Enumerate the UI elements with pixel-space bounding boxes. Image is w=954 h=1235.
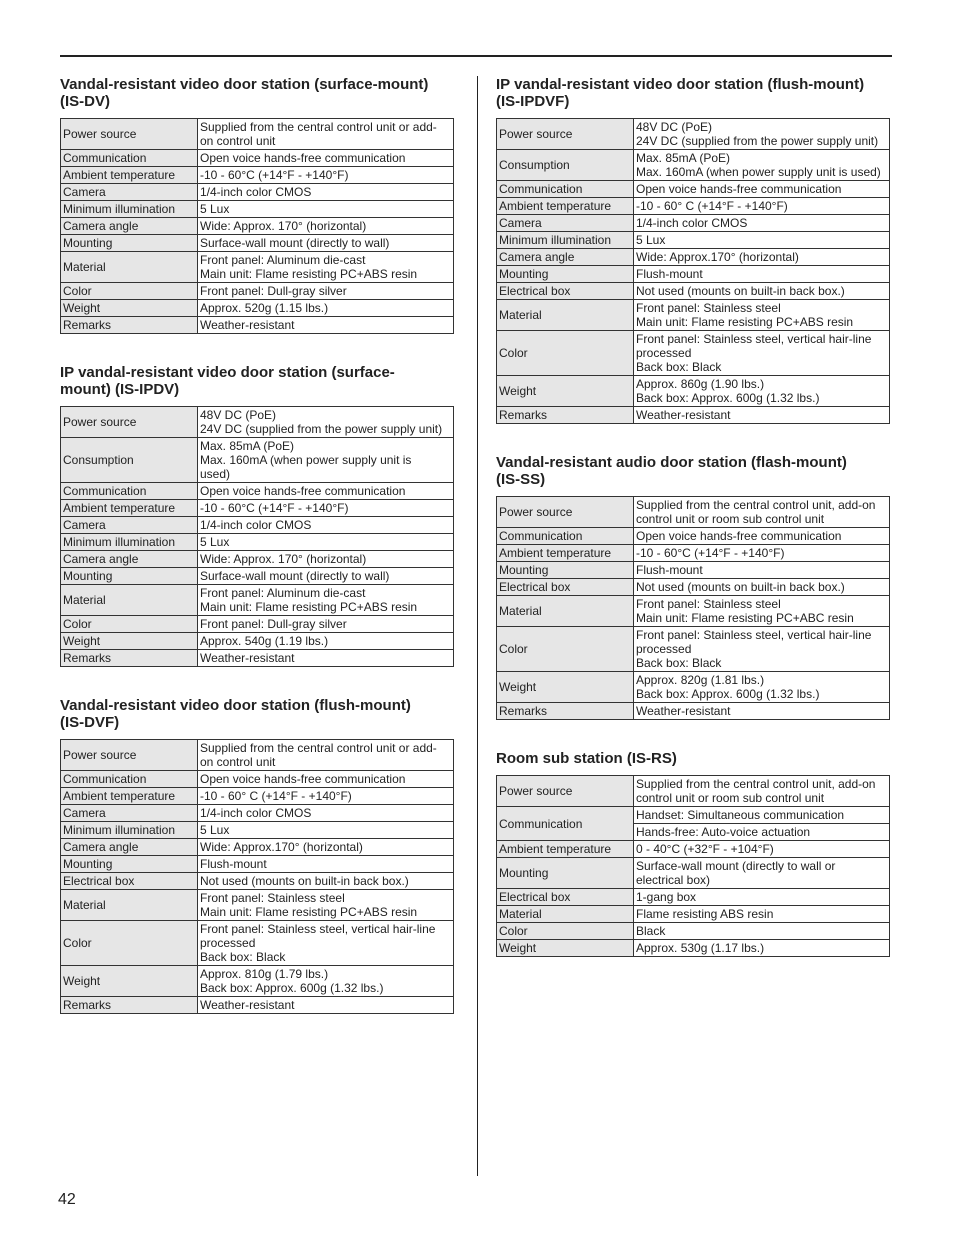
section-title: Room sub station (IS-RS) (496, 750, 677, 767)
spec-label-camera: Camera (497, 215, 634, 232)
spec-value: Flame resisting ABS resin (634, 906, 890, 923)
spec-value: Flush-mount (634, 266, 890, 283)
spec-label-minimum-illumination: Minimum illumination (497, 232, 634, 249)
spec-value: 5 Lux (634, 232, 890, 249)
left-column (60, 76, 456, 1044)
spec-table (60, 739, 454, 1014)
spec-table (496, 118, 890, 424)
spec-value: 5 Lux (198, 201, 454, 218)
table-row (61, 201, 454, 218)
spec-label-remarks: Remarks (61, 317, 198, 334)
table-row (497, 198, 890, 215)
spec-label-minimum-illumination: Minimum illumination (61, 534, 198, 551)
spec-label-weight: Weight (497, 376, 634, 407)
spec-value: Weather-resistant (634, 703, 890, 720)
spec-value: Handset: Simultaneous communication (634, 807, 890, 824)
section-title: Vandal-resistant audio door station (flash-mount) (IS-SS) (496, 454, 847, 488)
spec-value: 5 Lux (198, 822, 454, 839)
spec-value: Hands-free: Auto-voice actuation (634, 824, 890, 841)
spec-label-communication: Communication (497, 807, 634, 841)
spec-label-color: Color (497, 627, 634, 672)
spec-value: Front panel: Stainless steel Main unit: Flame resisting PC+ABS resin (198, 890, 454, 921)
spec-label-remarks: Remarks (61, 650, 198, 667)
table-row (61, 585, 454, 616)
right-column (496, 76, 892, 987)
table-row (497, 232, 890, 249)
spec-table (60, 406, 454, 667)
spec-table (496, 496, 890, 720)
table-row (497, 858, 890, 889)
table-row (497, 579, 890, 596)
table-row (61, 184, 454, 201)
spec-label-material: Material (497, 596, 634, 627)
table-row (497, 562, 890, 579)
spec-value: Front panel: Aluminum die-cast Main unit: Flame resisting PC+ABS resin (198, 585, 454, 616)
table-row (61, 805, 454, 822)
table-row (497, 889, 890, 906)
spec-value: Front panel: Stainless steel Main unit: Flame resisting PC+ABS resin (634, 300, 890, 331)
spec-value: Front panel: Stainless steel, vertical hair-line processed Back box: Black (198, 921, 454, 966)
spec-label-weight: Weight (497, 940, 634, 957)
spec-value: Weather-resistant (198, 997, 454, 1014)
table-row (61, 633, 454, 650)
spec-label-electrical-box: Electrical box (497, 283, 634, 300)
table-row (61, 740, 454, 771)
spec-value: Wide: Approx.170° (horizontal) (198, 839, 454, 856)
spec-value: Front panel: Stainless steel Main unit: Flame resisting PC+ABC resin (634, 596, 890, 627)
spec-label-power-source: Power source (497, 119, 634, 150)
spec-value: 48V DC (PoE) 24V DC (supplied from the power supply unit) (198, 407, 454, 438)
table-row (61, 252, 454, 283)
spec-label-mounting: Mounting (61, 568, 198, 585)
spec-value: -10 - 60°C (+14°F - +140°F) (198, 500, 454, 517)
spec-value: Front panel: Dull-gray silver (198, 616, 454, 633)
table-row (61, 150, 454, 167)
spec-section (60, 76, 456, 334)
spec-label-camera: Camera (61, 184, 198, 201)
spec-label-communication: Communication (497, 181, 634, 198)
spec-label-remarks: Remarks (61, 997, 198, 1014)
table-row (497, 215, 890, 232)
table-row (61, 822, 454, 839)
spec-label-consumption: Consumption (61, 438, 198, 483)
spec-value: Wide: Approx. 170° (horizontal) (198, 551, 454, 568)
table-row (497, 545, 890, 562)
spec-label-camera-angle: Camera angle (61, 218, 198, 235)
spec-value: Approx. 540g (1.19 lbs.) (198, 633, 454, 650)
spec-value: Not used (mounts on built-in back box.) (634, 579, 890, 596)
table-row (61, 500, 454, 517)
spec-value: -10 - 60° C (+14°F - +140°F) (634, 198, 890, 215)
spec-value: Open voice hands-free communication (198, 483, 454, 500)
spec-label-color: Color (497, 331, 634, 376)
spec-value: Approx. 820g (1.81 lbs.) Back box: Approx. 600g (1.32 lbs.) (634, 672, 890, 703)
table-row (61, 568, 454, 585)
spec-value: 1/4-inch color CMOS (198, 517, 454, 534)
spec-section (496, 76, 892, 424)
spec-label-power-source: Power source (497, 776, 634, 807)
table-row (61, 218, 454, 235)
table-row (61, 839, 454, 856)
spec-value: 1/4-inch color CMOS (634, 215, 890, 232)
spec-label-camera: Camera (61, 517, 198, 534)
table-row (497, 627, 890, 672)
spec-value: Surface-wall mount (directly to wall) (198, 568, 454, 585)
table-row (497, 807, 890, 824)
spec-value: Front panel: Stainless steel, vertical hair-line processed Back box: Black (634, 627, 890, 672)
table-row (61, 438, 454, 483)
spec-label-electrical-box: Electrical box (497, 579, 634, 596)
spec-value: Open voice hands-free communication (634, 181, 890, 198)
table-row (497, 528, 890, 545)
table-row (497, 672, 890, 703)
spec-value: Flush-mount (198, 856, 454, 873)
top-rule (60, 55, 892, 57)
table-row (61, 551, 454, 568)
table-row (497, 497, 890, 528)
table-row (497, 940, 890, 957)
spec-label-ambient-temperature: Ambient temperature (61, 500, 198, 517)
table-row (61, 771, 454, 788)
table-row (61, 119, 454, 150)
table-row (497, 249, 890, 266)
spec-label-weight: Weight (497, 672, 634, 703)
spec-value: 0 - 40°C (+32°F - +104°F) (634, 841, 890, 858)
table-row (497, 407, 890, 424)
spec-value: Wide: Approx. 170° (horizontal) (198, 218, 454, 235)
table-row (61, 534, 454, 551)
spec-value: Weather-resistant (198, 317, 454, 334)
spec-label-mounting: Mounting (61, 235, 198, 252)
spec-label-weight: Weight (61, 966, 198, 997)
spec-label-camera-angle: Camera angle (61, 839, 198, 856)
table-row (61, 890, 454, 921)
spec-value: 1/4-inch color CMOS (198, 184, 454, 201)
section-title: Vandal-resistant video door station (flush-mount) (IS-DVF) (60, 697, 411, 731)
spec-value: Surface-wall mount (directly to wall) (198, 235, 454, 252)
spec-value: -10 - 60° C (+14°F - +140°F) (198, 788, 454, 805)
table-row (61, 856, 454, 873)
spec-label-ambient-temperature: Ambient temperature (61, 788, 198, 805)
spec-label-electrical-box: Electrical box (61, 873, 198, 890)
spec-label-material: Material (61, 252, 198, 283)
table-row (61, 966, 454, 997)
table-row (61, 483, 454, 500)
spec-label-communication: Communication (61, 150, 198, 167)
spec-value: 1/4-inch color CMOS (198, 805, 454, 822)
table-row (61, 283, 454, 300)
spec-label-ambient-temperature: Ambient temperature (497, 198, 634, 215)
table-row (61, 921, 454, 966)
table-row (61, 873, 454, 890)
spec-label-camera-angle: Camera angle (61, 551, 198, 568)
spec-value: Weather-resistant (634, 407, 890, 424)
spec-value: 48V DC (PoE) 24V DC (supplied from the power supply unit) (634, 119, 890, 150)
spec-label-ambient-temperature: Ambient temperature (497, 545, 634, 562)
spec-label-minimum-illumination: Minimum illumination (61, 822, 198, 839)
spec-label-camera-angle: Camera angle (497, 249, 634, 266)
spec-value: Not used (mounts on built-in back box.) (634, 283, 890, 300)
spec-section (496, 454, 892, 720)
spec-label-material: Material (497, 906, 634, 923)
spec-table (60, 118, 454, 334)
spec-value: Front panel: Aluminum die-cast Main unit: Flame resisting PC+ABS resin (198, 252, 454, 283)
spec-label-material: Material (61, 890, 198, 921)
table-row (61, 167, 454, 184)
spec-label-material: Material (61, 585, 198, 616)
spec-section (496, 750, 892, 957)
spec-label-camera: Camera (61, 805, 198, 822)
table-row (497, 776, 890, 807)
spec-label-color: Color (61, 283, 198, 300)
spec-label-power-source: Power source (61, 407, 198, 438)
section-title: Vandal-resistant video door station (surface-mount) (IS-DV) (60, 76, 429, 110)
column-divider (477, 76, 478, 1176)
table-row (497, 300, 890, 331)
spec-label-communication: Communication (61, 483, 198, 500)
spec-value: Weather-resistant (198, 650, 454, 667)
spec-label-remarks: Remarks (497, 407, 634, 424)
spec-label-electrical-box: Electrical box (497, 889, 634, 906)
spec-value: Approx. 520g (1.15 lbs.) (198, 300, 454, 317)
table-row (61, 650, 454, 667)
spec-value: Front panel: Stainless steel, vertical hair-line processed Back box: Black (634, 331, 890, 376)
spec-value: Open voice hands-free communication (198, 150, 454, 167)
spec-value: Wide: Approx.170° (horizontal) (634, 249, 890, 266)
spec-label-weight: Weight (61, 633, 198, 650)
table-row (61, 788, 454, 805)
table-row (497, 266, 890, 283)
spec-label-communication: Communication (61, 771, 198, 788)
spec-section (60, 364, 456, 667)
spec-label-ambient-temperature: Ambient temperature (497, 841, 634, 858)
table-row (497, 119, 890, 150)
spec-value: Approx. 810g (1.79 lbs.) Back box: Approx. 600g (1.32 lbs.) (198, 966, 454, 997)
spec-label-color: Color (497, 923, 634, 940)
table-row (61, 517, 454, 534)
spec-table (496, 775, 890, 957)
table-row (497, 596, 890, 627)
spec-label-weight: Weight (61, 300, 198, 317)
table-row (497, 331, 890, 376)
table-row (497, 923, 890, 940)
spec-value: 1-gang box (634, 889, 890, 906)
table-row (497, 703, 890, 720)
spec-value: Supplied from the central control unit or add- on control unit (198, 119, 454, 150)
spec-label-mounting: Mounting (61, 856, 198, 873)
spec-value: Black (634, 923, 890, 940)
spec-value: -10 - 60°C (+14°F - +140°F) (634, 545, 890, 562)
page-number: 42 (58, 1191, 76, 1208)
spec-value: Supplied from the central control unit, add-on control unit or room sub control unit (634, 776, 890, 807)
spec-value: Front panel: Dull-gray silver (198, 283, 454, 300)
table-row (61, 235, 454, 252)
spec-label-power-source: Power source (61, 740, 198, 771)
spec-label-mounting: Mounting (497, 562, 634, 579)
spec-label-remarks: Remarks (497, 703, 634, 720)
table-row (61, 300, 454, 317)
spec-value: Flush-mount (634, 562, 890, 579)
table-row (497, 181, 890, 198)
table-row (497, 150, 890, 181)
spec-value: Supplied from the central control unit or add- on control unit (198, 740, 454, 771)
spec-label-mounting: Mounting (497, 266, 634, 283)
spec-value: Open voice hands-free communication (198, 771, 454, 788)
table-row (61, 317, 454, 334)
spec-label-material: Material (497, 300, 634, 331)
section-title: IP vandal-resistant video door station (surface- mount) (IS-IPDV) (60, 364, 395, 398)
spec-value: Approx. 860g (1.90 lbs.) Back box: Approx. 600g (1.32 lbs.) (634, 376, 890, 407)
spec-value: Surface-wall mount (directly to wall or electrical box) (634, 858, 890, 889)
spec-label-minimum-illumination: Minimum illumination (61, 201, 198, 218)
spec-label-ambient-temperature: Ambient temperature (61, 167, 198, 184)
spec-value: Approx. 530g (1.17 lbs.) (634, 940, 890, 957)
spec-value: -10 - 60°C (+14°F - +140°F) (198, 167, 454, 184)
spec-label-consumption: Consumption (497, 150, 634, 181)
table-row (61, 616, 454, 633)
table-row (61, 407, 454, 438)
spec-value: Not used (mounts on built-in back box.) (198, 873, 454, 890)
spec-value: Max. 85mA (PoE) Max. 160mA (when power supply unit is used) (634, 150, 890, 181)
spec-label-power-source: Power source (497, 497, 634, 528)
spec-value: Open voice hands-free communication (634, 528, 890, 545)
table-row (497, 906, 890, 923)
spec-label-mounting: Mounting (497, 858, 634, 889)
table-row (61, 997, 454, 1014)
spec-label-color: Color (61, 921, 198, 966)
spec-value: Max. 85mA (PoE) Max. 160mA (when power supply unit is used) (198, 438, 454, 483)
table-row (497, 376, 890, 407)
spec-section (60, 697, 456, 1014)
table-row (497, 283, 890, 300)
spec-value: 5 Lux (198, 534, 454, 551)
spec-label-communication: Communication (497, 528, 634, 545)
section-title: IP vandal-resistant video door station (flush-mount) (IS-IPDVF) (496, 76, 865, 110)
spec-value: Supplied from the central control unit, add-on control unit or room sub control unit (634, 497, 890, 528)
spec-label-power-source: Power source (61, 119, 198, 150)
spec-label-color: Color (61, 616, 198, 633)
table-row (497, 841, 890, 858)
